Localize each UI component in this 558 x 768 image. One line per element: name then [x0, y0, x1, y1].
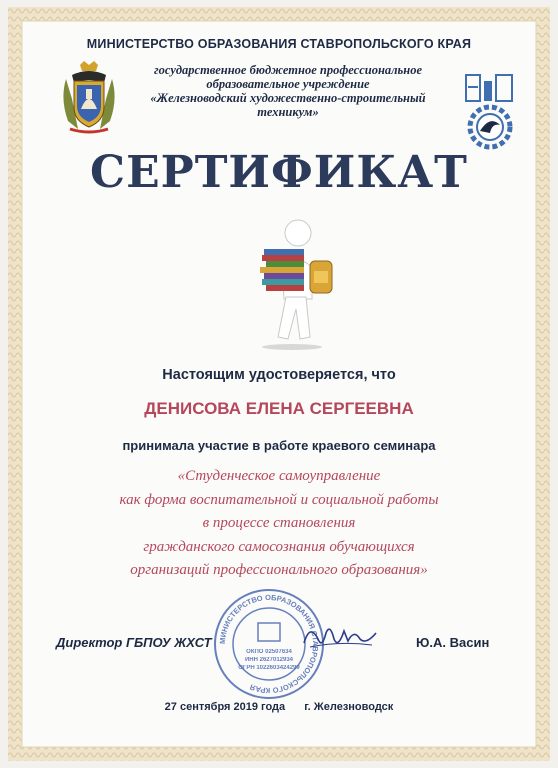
college-logo-icon: [460, 71, 520, 151]
institution-line: государственное бюджетное профессиональное: [154, 63, 422, 77]
institution-line: «Железноводский художественно-строительный: [150, 91, 426, 105]
participation-statement: принимала участие в работе краевого семинара: [122, 438, 436, 453]
topic-line: как форма воспитательной и социальной работы: [119, 491, 439, 508]
student-with-books-icon: [242, 217, 338, 351]
stamp-outer-text: МИНИСТЕРСТВО ОБРАЗОВАНИЯ СТАВРОПОЛЬСКОГО КРАЯ: [217, 592, 321, 696]
signature-icon: [300, 619, 380, 653]
stamp-line: ОКПО 02507634: [246, 649, 292, 655]
certificate-page: [8, 7, 550, 761]
institution-line: техникум»: [257, 105, 319, 119]
signatory-name: Ю.А. Васин: [416, 635, 490, 650]
topic-line: в процессе становления: [202, 515, 356, 531]
seminar-topic: [8, 465, 550, 583]
recipient-name: ДЕНИСОВА ЕЛЕНА СЕРГЕЕВНА: [144, 399, 414, 418]
institution-line: образовательное учреждение: [206, 77, 370, 91]
institution-name: [133, 63, 443, 119]
signatory-position: Директор ГБПОУ ЖХСТ: [56, 635, 212, 650]
coat-of-arms-icon: [58, 59, 120, 135]
issue-date: 27 сентября 2019 года: [164, 701, 286, 713]
certification-statement: Настоящим удостоверяется, что: [162, 367, 396, 383]
topic-line: «Студенческое самоуправление: [177, 468, 381, 484]
topic-line: организаций профессионального образования»: [130, 562, 428, 578]
footer: [8, 701, 550, 713]
stamp-line: ОГРН 1022603424299: [238, 665, 300, 671]
ministry-heading: МИНИСТЕРСТВО ОБРАЗОВАНИЯ СТАВРОПОЛЬСКОГО КРАЯ: [86, 37, 472, 51]
page-title: СЕРТИФИКАТ: [90, 147, 468, 198]
topic-line: гражданского самосознания обучающихся: [143, 538, 415, 555]
issue-city: г. Железноводск: [304, 701, 394, 713]
stamp-line: ИНН 2627012934: [244, 657, 294, 663]
